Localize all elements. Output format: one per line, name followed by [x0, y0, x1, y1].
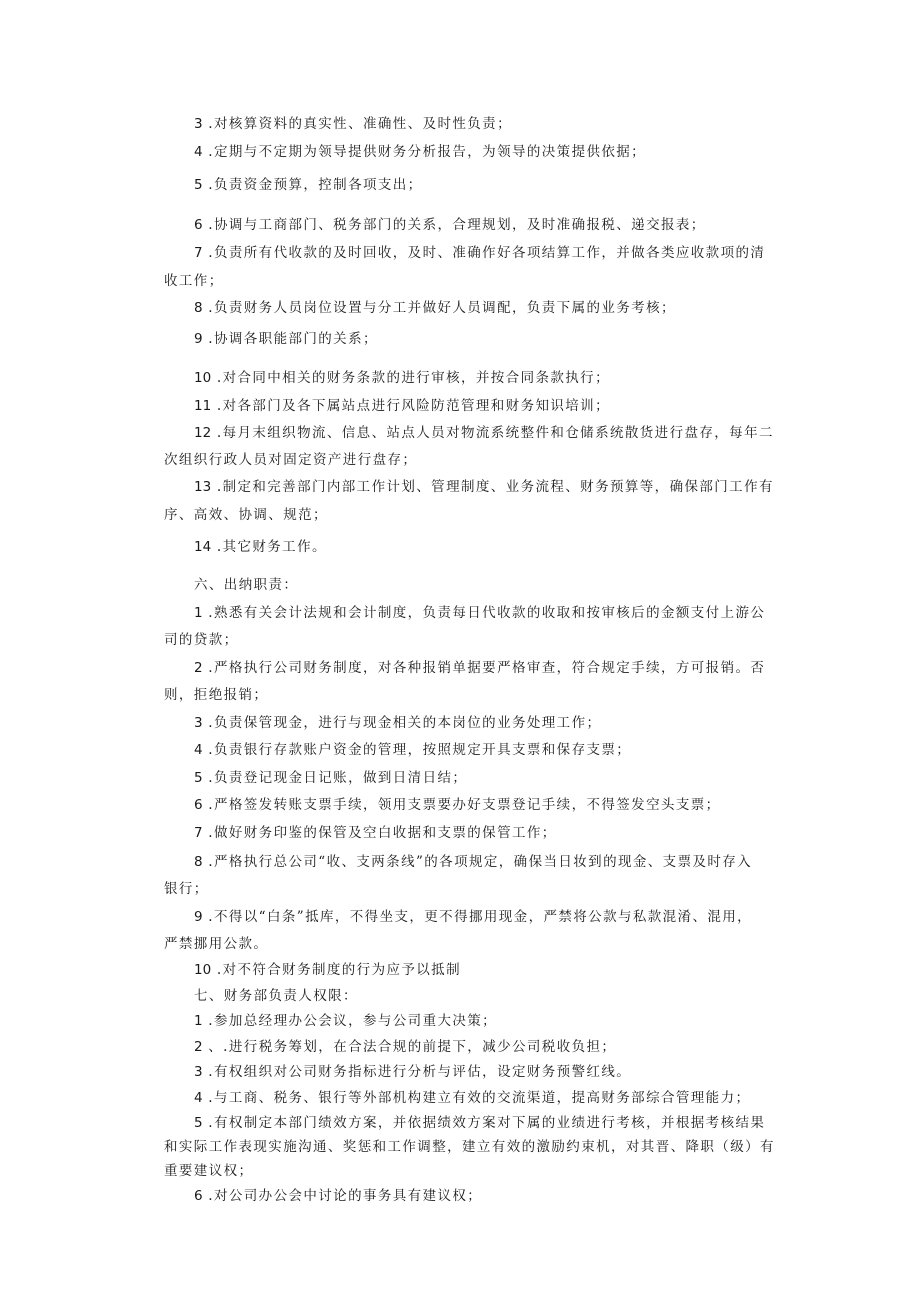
list-item: 8 .负责财务人员岗位设置与分工并做好人员调配，负责下属的业务考核； [194, 300, 676, 316]
list-item: 1 .熟悉有关会计法规和会计制度，负责每日代收款的收取和按审核后的金额支付上游公 [194, 605, 766, 621]
list-item: 13 .制定和完善部门内部工作计划、管理制度、业务流程、财务预算等，确保部门工作有 [194, 479, 774, 495]
list-item-continuation: 和实际工作表现实施沟通、奖惩和工作调整，建立有效的激励约束机，对其晋、降职（级）有 [164, 1139, 775, 1155]
list-item: 3 .有权组织对公司财务指标进行分析与评估，设定财务预警红线。 [194, 1064, 632, 1080]
section-heading: 六、出纳职责： [194, 577, 299, 593]
list-item: 9 .不得以“白条”抵库，不得坐支，更不得挪用现金，严禁将公款与私款混淆、混用， [194, 909, 753, 925]
list-item-continuation: 严禁挪用公款。 [164, 936, 269, 952]
list-item-continuation: 重要建议权； [164, 1163, 254, 1179]
list-item: 12 .每月末组织物流、信息、站点人员对物流系统整件和仓储系统散货进行盘存，每年二 [194, 425, 774, 441]
section-heading: 七、财务部负责人权限： [194, 988, 358, 1004]
list-item: 5 .负责资金预算，控制各项支出； [194, 177, 423, 193]
list-item: 2 、.进行税务筹划，在合法合规的前提下，减少公司税收负担； [194, 1039, 617, 1055]
list-item-continuation: 序、高效、协调、规范； [164, 507, 328, 523]
list-item: 1 .参加总经理办公会议，参与公司重大决策； [194, 1013, 498, 1029]
list-item: 8 .严格执行总公司“收、支两条线”的各项规定，确保当日妆到的现金、支票及时存入 [194, 854, 753, 870]
list-item: 10 .对合同中相关的财务条款的进行审核，并按合同条款执行； [194, 370, 610, 386]
list-item: 9 .协调各职能部门的关系； [194, 331, 378, 347]
list-item: 2 .严格执行公司财务制度，对各种报销单据要严格审查，符合规定手续，方可报销。否 [194, 660, 766, 676]
list-item: 7 .负责所有代收款的及时回收，及时、准确作好各项结算工作，并做各类应收款项的清 [194, 245, 766, 261]
list-item-continuation: 次组织行政人员对固定资产进行盘存； [164, 452, 418, 468]
list-item: 5 .负责登记现金日记账，做到日清日结； [194, 770, 468, 786]
list-item: 4 .定期与不定期为领导提供财务分析报告，为领导的决策提供依据； [194, 144, 647, 160]
list-item: 6 .协调与工商部门、税务部门的关系，合理规划，及时准确报税、递交报表； [194, 217, 706, 233]
list-item: 4 .与工商、税务、银行等外部机构建立有效的交流渠道，提高财务部综合管理能力； [194, 1090, 751, 1106]
list-item: 7 .做好财务印鉴的保管及空白收据和支票的保管工作； [194, 825, 557, 841]
list-item: 4 .负责银行存款账户资金的管理，按照规定开具支票和保存支票； [194, 742, 632, 758]
list-item: 3 .负责保管现金，进行与现金相关的本岗位的业务处理工作； [194, 715, 602, 731]
list-item: 5 .有权制定本部门绩效方案，并依据绩效方案对下属的业绩进行考核，并根据考核结果 [194, 1115, 766, 1131]
list-item: 6 .对公司办公会中讨论的事务具有建议权； [194, 1188, 483, 1204]
list-item-continuation: 则，拒绝报销； [164, 687, 269, 703]
list-item: 11 .对各部门及各下属站点进行风险防范管理和财务知识培训； [194, 398, 610, 414]
list-item: 6 .严格签发转账支票手续，领用支票要办好支票登记手续，不得签发空头支票； [194, 797, 721, 813]
list-item: 14 .其它财务工作。 [194, 539, 327, 555]
list-item: 10 .对不符合财务制度的行为应予以抵制 [194, 962, 461, 978]
list-item-continuation: 银行； [164, 881, 209, 897]
list-item-continuation: 收工作； [164, 273, 224, 289]
list-item: 3 .对核算资料的真实性、准确性、及时性负责； [194, 116, 512, 132]
list-item-continuation: 司的贷款； [164, 632, 239, 648]
